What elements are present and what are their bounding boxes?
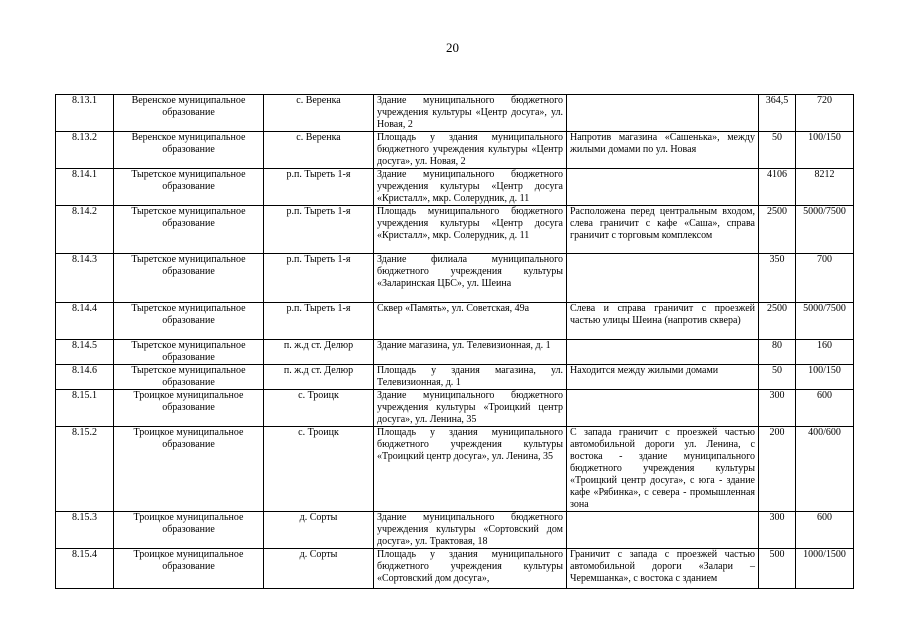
area-cell: 500 — [759, 549, 796, 589]
capacity-cell: 5000/7500 — [796, 206, 854, 254]
table-row — [56, 303, 854, 340]
locality-cell: п. ж.д ст. Делюр — [264, 365, 374, 390]
object-cell: Площадь муниципального бюджетного учреждения культуры «Центр досуга «Кристалл», мкр. Солерудник, д. 11 — [374, 206, 567, 254]
locality-cell: с. Веренка — [264, 132, 374, 169]
description-cell: Напротив магазина «Сашенька», между жилыми домами по ул. Новая — [567, 132, 759, 169]
locality-cell: р.п. Тыреть 1-я — [264, 254, 374, 303]
row-number: 8.14.2 — [56, 206, 114, 254]
row-number: 8.13.2 — [56, 132, 114, 169]
capacity-cell: 600 — [796, 390, 854, 427]
row-number: 8.15.3 — [56, 512, 114, 549]
description-cell: Слева и справа граничит с проезжей частью улицы Шеина (напротив сквера) — [567, 303, 759, 340]
object-cell: Здание магазина, ул. Телевизионная, д. 1 — [374, 340, 567, 365]
table-row — [56, 206, 854, 254]
capacity-cell: 8212 — [796, 169, 854, 206]
area-cell: 300 — [759, 512, 796, 549]
municipality-cell: Тыретское муниципальное образование — [114, 254, 264, 303]
objects-table — [55, 94, 854, 589]
description-cell — [567, 95, 759, 132]
area-cell: 2500 — [759, 206, 796, 254]
capacity-cell: 1000/1500 — [796, 549, 854, 589]
object-cell: Здание муниципального бюджетного учреждения культуры «Троицкий центр досуга», ул. Ленина, 35 — [374, 390, 567, 427]
description-cell: Граничит с запада с проезжей частью автомобильной дороги «Залари – Черемшанка», с востока с зданием — [567, 549, 759, 589]
description-cell — [567, 512, 759, 549]
capacity-cell: 400/600 — [796, 427, 854, 512]
area-cell: 50 — [759, 365, 796, 390]
locality-cell: р.п. Тыреть 1-я — [264, 206, 374, 254]
row-number: 8.15.4 — [56, 549, 114, 589]
object-cell: Сквер «Память», ул. Советская, 49а — [374, 303, 567, 340]
locality-cell: р.п. Тыреть 1-я — [264, 169, 374, 206]
table-row — [56, 340, 854, 365]
municipality-cell: Тыретское муниципальное образование — [114, 169, 264, 206]
object-cell: Площадь у здания магазина, ул. Телевизионная, д. 1 — [374, 365, 567, 390]
locality-cell: с. Троицк — [264, 390, 374, 427]
row-number: 8.15.2 — [56, 427, 114, 512]
area-cell: 4106 — [759, 169, 796, 206]
area-cell: 200 — [759, 427, 796, 512]
capacity-cell: 720 — [796, 95, 854, 132]
row-number: 8.14.3 — [56, 254, 114, 303]
municipality-cell: Веренское муниципальное образование — [114, 132, 264, 169]
row-number: 8.14.5 — [56, 340, 114, 365]
locality-cell: с. Троицк — [264, 427, 374, 512]
area-cell: 80 — [759, 340, 796, 365]
table-row — [56, 95, 854, 132]
description-cell — [567, 340, 759, 365]
table-row — [56, 390, 854, 427]
table-row — [56, 365, 854, 390]
municipality-cell: Троицкое муниципальное образование — [114, 512, 264, 549]
object-cell: Площадь у здания муниципального бюджетного учреждения культуры «Сортовский дом досуга», — [374, 549, 567, 589]
object-cell: Здание филиала муниципального бюджетного учреждения культуры «Заларинская ЦБС», ул. Шеина — [374, 254, 567, 303]
capacity-cell: 100/150 — [796, 365, 854, 390]
row-number: 8.14.1 — [56, 169, 114, 206]
table-row — [56, 254, 854, 303]
locality-cell: д. Сорты — [264, 512, 374, 549]
row-number: 8.13.1 — [56, 95, 114, 132]
area-cell: 300 — [759, 390, 796, 427]
table-row — [56, 427, 854, 512]
page-number: 20 — [446, 40, 459, 55]
row-number: 8.14.4 — [56, 303, 114, 340]
object-cell: Площадь у здания муниципального бюджетного учреждения культуры «Центр досуга», ул. Новая, 2 — [374, 132, 567, 169]
object-cell: Здание муниципального бюджетного учреждения культуры «Центр досуга», ул. Новая, 2 — [374, 95, 567, 132]
capacity-cell: 5000/7500 — [796, 303, 854, 340]
description-cell: С запада граничит с проезжей частью автомобильной дороги ул. Ленина, с востока - здание муниципального бюджетного учреждения культуры «Троицкий центр досуга», с юга - здание кафе «Рябинка», с севера - промышленная зона — [567, 427, 759, 512]
object-cell: Здание муниципального бюджетного учреждения культуры «Сортовский дом досуга», ул. Трактовая, 18 — [374, 512, 567, 549]
locality-cell: с. Веренка — [264, 95, 374, 132]
description-cell — [567, 390, 759, 427]
area-cell: 50 — [759, 132, 796, 169]
object-cell: Площадь у здания муниципального бюджетного учреждения культуры «Троицкий центр досуга», ул. Ленина, 35 — [374, 427, 567, 512]
row-number: 8.15.1 — [56, 390, 114, 427]
capacity-cell: 700 — [796, 254, 854, 303]
description-cell — [567, 169, 759, 206]
table-row — [56, 549, 854, 589]
capacity-cell: 600 — [796, 512, 854, 549]
description-cell — [567, 254, 759, 303]
description-cell: Находится между жилыми домами — [567, 365, 759, 390]
table-row — [56, 132, 854, 169]
municipality-cell: Троицкое муниципальное образование — [114, 427, 264, 512]
municipality-cell: Троицкое муниципальное образование — [114, 390, 264, 427]
locality-cell: п. ж.д ст. Делюр — [264, 340, 374, 365]
table-row — [56, 512, 854, 549]
table-row — [56, 169, 854, 206]
description-cell: Расположена перед центральным входом, слева граничит с кафе «Саша», справа граничит с торговым комплексом — [567, 206, 759, 254]
area-cell: 350 — [759, 254, 796, 303]
area-cell: 2500 — [759, 303, 796, 340]
locality-cell: д. Сорты — [264, 549, 374, 589]
municipality-cell: Тыретское муниципальное образование — [114, 206, 264, 254]
locality-cell: р.п. Тыреть 1-я — [264, 303, 374, 340]
capacity-cell: 100/150 — [796, 132, 854, 169]
object-cell: Здание муниципального бюджетного учреждения культуры «Центр досуга «Кристалл», мкр. Солерудник, д. 11 — [374, 169, 567, 206]
municipality-cell: Тыретское муниципальное образование — [114, 365, 264, 390]
area-cell: 364,5 — [759, 95, 796, 132]
table-body — [56, 95, 854, 589]
municipality-cell: Веренское муниципальное образование — [114, 95, 264, 132]
municipality-cell: Тыретское муниципальное образование — [114, 340, 264, 365]
municipality-cell: Троицкое муниципальное образование — [114, 549, 264, 589]
capacity-cell: 160 — [796, 340, 854, 365]
municipality-cell: Тыретское муниципальное образование — [114, 303, 264, 340]
row-number: 8.14.6 — [56, 365, 114, 390]
